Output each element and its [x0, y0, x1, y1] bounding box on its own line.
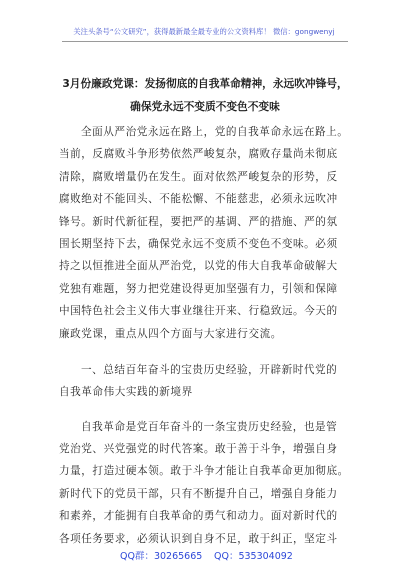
paragraph-line: 党治党、兴党强党的时代答案。敢于善于斗争，增强自身: [59, 443, 338, 456]
paragraph-gap: [59, 404, 355, 416]
paragraph-line: 和素养，才能拥有自我革命的勇气和动力。面对新时代的: [59, 510, 338, 523]
paragraph-line: 全面从严治党永远在路上，党的自我革命永远在路上。: [81, 126, 349, 138]
document-body: [59, 121, 355, 550]
paragraph-line: 力量，打造过硬本领。敢于斗争才能让自我革命更加彻底。: [59, 465, 349, 478]
paragraph-line: 持之以恒推进全面从严治党，以党的伟大自我革命破解大: [59, 260, 338, 273]
paragraph-line: 廉政党课，重点从四个方面与大家进行交流。: [59, 327, 282, 340]
paragraph-line: 新时代下的党员干部，只有不断提升自己，增强自身能力: [59, 487, 338, 500]
paragraph-line: 清除，腐败增量仍在发生。面对依然严峻复杂的形势，反: [59, 170, 338, 183]
page-title: [50, 72, 360, 118]
paragraph-line: 自我革命是党百年奋斗的一条宝贵历史经验，也是管: [81, 420, 338, 433]
paragraph-line: 党独有难题，努力把党建设得更加坚强有力，引领和保障: [59, 282, 338, 295]
header-promo-note: 关注头条号“公文研究”，获得最新最全最专业的公文资料库！ 微信：gongwenyj: [73, 27, 335, 36]
footer-qq-number: QQ：535304092: [214, 551, 293, 562]
header-divider: [62, 41, 348, 42]
footer-qq-group: QQ群：30265665: [120, 551, 203, 562]
paragraph-line: 围长期坚持下去，确保党永远不变质不变色不变味。必须: [59, 237, 338, 250]
paragraph-line: 中国特色社会主义伟大事业继往开来、行稳致远。今天的: [59, 305, 338, 318]
paragraph-line: 各项任务要求，必须认识到自身不足，敢于纠正，坚定斗: [59, 532, 338, 545]
paragraph-line: 当前，反腐败斗争形势依然严峻复杂，腐败存量尚未彻底: [59, 148, 338, 161]
paragraph-line: 锋号。新时代新征程，要把严的基调、严的措施、严的氛: [59, 215, 338, 228]
section-heading-line: 自我革命伟大实践的新境界: [59, 386, 193, 399]
paragraph-line: 腐败绝对不能回头、不能松懈、不能慈悲，必须永远吹冲: [59, 193, 338, 206]
paragraph-gap: [59, 345, 355, 359]
title-line-2: 确保党永远不变质不变色不变味: [130, 100, 280, 113]
section-heading-line: 一、总结百年奋斗的宝贵历史经验，开辟新时代党的: [81, 363, 338, 376]
title-line-1: 3月份廉政党课：发扬彻底的自我革命精神，永远吹冲锋号，: [62, 77, 348, 90]
